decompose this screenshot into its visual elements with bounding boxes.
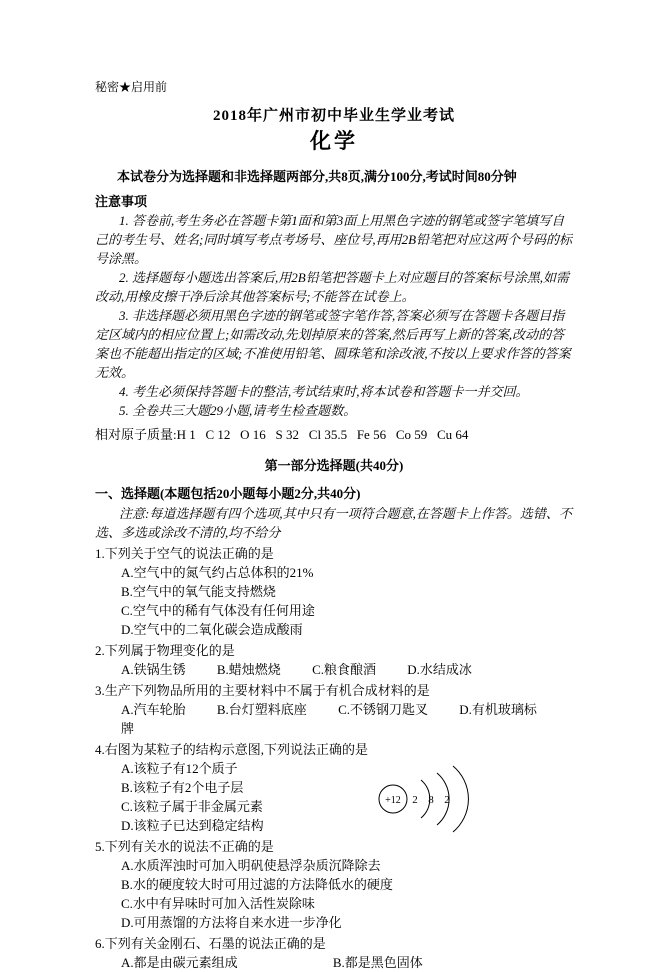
question-stem: 6.下列有关金刚石、石墨的说法正确的是 xyxy=(95,936,326,951)
question-option: C.该粒子属于非金属元素 xyxy=(121,799,263,814)
notice-items xyxy=(95,211,573,420)
question-options xyxy=(95,953,573,972)
subject-title: 化学 xyxy=(310,129,358,153)
question-option: D.有机玻璃标牌 xyxy=(121,702,537,736)
question-options xyxy=(95,660,573,679)
question-option: A.水质浑浊时可加入明矾使悬浮杂质沉降除去 xyxy=(121,858,381,873)
question-stem: 2.下列属于物理变化的是 xyxy=(95,643,235,658)
question-option: A.空气中的氮气约占总体积的21% xyxy=(121,565,314,580)
question-stem: 1.下列关于空气的说法正确的是 xyxy=(95,546,274,561)
question-options xyxy=(95,700,573,738)
shell-electron-count: 8 xyxy=(428,794,434,806)
question-option: B.蜡烛燃烧 xyxy=(216,662,281,677)
nucleus-charge-label: +12 xyxy=(385,795,401,806)
section-subtitle: 一、选择题(本题包括20小题每小题2分,共40分) xyxy=(95,486,361,501)
question-option: C.不锈钢刀匙叉 xyxy=(338,702,428,717)
question-option: D.该粒子已达到稳定结构 xyxy=(121,818,264,833)
atom-structure-diagram xyxy=(373,762,477,841)
question-option: B.该粒子有2个电子层 xyxy=(121,780,244,795)
atomic-mass-line: 相对原子质量:H 1 C 12 O 16 S 32 Cl 35.5 Fe 56 Co 59 Cu 64 xyxy=(95,427,469,442)
question-1 xyxy=(95,544,573,639)
question-stem: 5.下列有关水的说法不正确的是 xyxy=(95,839,274,854)
question-6 xyxy=(95,934,573,972)
question-option: A.都是由碳元素组成 xyxy=(121,955,238,970)
electron-shell-arc xyxy=(453,766,468,832)
notice-title: 注意事项 xyxy=(95,194,148,209)
question-option: A.汽车轮胎 xyxy=(121,702,186,717)
shell-electron-count: 2 xyxy=(412,794,418,806)
question-4 xyxy=(95,740,573,835)
question-options xyxy=(95,759,573,835)
exam-title: 2018年广州市初中毕业生学业考试 xyxy=(212,108,455,124)
shell-electron-count: 2 xyxy=(444,794,450,806)
notice-item: 4. 考生必须保持答题卡的整洁,考试结束时,将本试卷和答题卡一并交回。 xyxy=(119,384,529,399)
question-option: B.空气中的氧气能支持燃烧 xyxy=(121,584,276,599)
question-option: C.空气中的稀有气体没有任何用途 xyxy=(121,603,315,618)
secrecy-label: 秘密★启用前 xyxy=(95,80,168,94)
question-3 xyxy=(95,681,573,738)
question-option: A.该粒子有12个质子 xyxy=(121,761,238,776)
question-option: D.可用蒸馏的方法将自来水进一步净化 xyxy=(121,915,342,930)
question-2 xyxy=(95,641,573,679)
question-5 xyxy=(95,837,573,932)
question-options xyxy=(95,563,573,639)
question-stem: 3.生产下列物品所用的主要材料中不属于有机合成材料的是 xyxy=(95,683,430,698)
notice-item: 5. 全卷共三大题29小题,请考生检查题数。 xyxy=(119,403,357,418)
question-option: C.水中有异味时可加入活性炭除味 xyxy=(121,896,315,911)
question-option: B.都是黑色固体 xyxy=(332,955,423,970)
section-note: 注意:每道选择题有四个选项,其中只有一项符合题意,在答题卡上作答。选错、不选、多选或涂改不清的,均不给分 xyxy=(95,506,572,540)
question-option: B.台灯塑料底座 xyxy=(216,702,307,717)
notice-item: 1. 答卷前,考生务必在答题卡第1面和第3面上用黑色字迹的钢笔或签字笔填写自己的考生号、姓名;同时填写考点考场号、座位号,再用2B铅笔把对应这两个号码的标号涂黑。 xyxy=(95,213,573,266)
question-option: B.水的硬度较大时可用过滤的方法降低水的硬度 xyxy=(121,877,393,892)
question-options xyxy=(95,856,573,932)
question-option: A.铁锅生锈 xyxy=(121,662,186,677)
part-one-title: 第一部分选择题(共40分) xyxy=(264,458,404,473)
notice-item: 3. 非选择题必须用黑色字迹的钢笔或签字笔作答,答案必须写在答题卡各题目指定区域内的相应位置上;如需改动,先划掉原来的答案,然后再写上新的答案,改动的答案也不能超出指定的区域;不准使用铅笔、圆珠笔和涂改液,不按以上要求作答的答案无效。 xyxy=(95,308,571,380)
question-stem: 4.右图为某粒子的结构示意图,下列说法正确的是 xyxy=(95,742,369,757)
paper-info-line: 本试卷分为选择题和非选择题两部分,共8页,满分100分,考试时间80分钟 xyxy=(117,169,517,184)
notice-item: 2. 选择题每小题选出答案后,用2B铅笔把答题卡上对应题目的答案标号涂黑,如需改动,用橡皮擦干净后涂其他答案标号;不能答在试卷上。 xyxy=(95,270,569,304)
question-option: D.空气中的二氧化碳会造成酸雨 xyxy=(121,622,303,637)
exam-paper-page xyxy=(95,78,573,972)
question-option: D.水结成冰 xyxy=(407,662,472,677)
question-option: C.粮食酿酒 xyxy=(312,662,376,677)
